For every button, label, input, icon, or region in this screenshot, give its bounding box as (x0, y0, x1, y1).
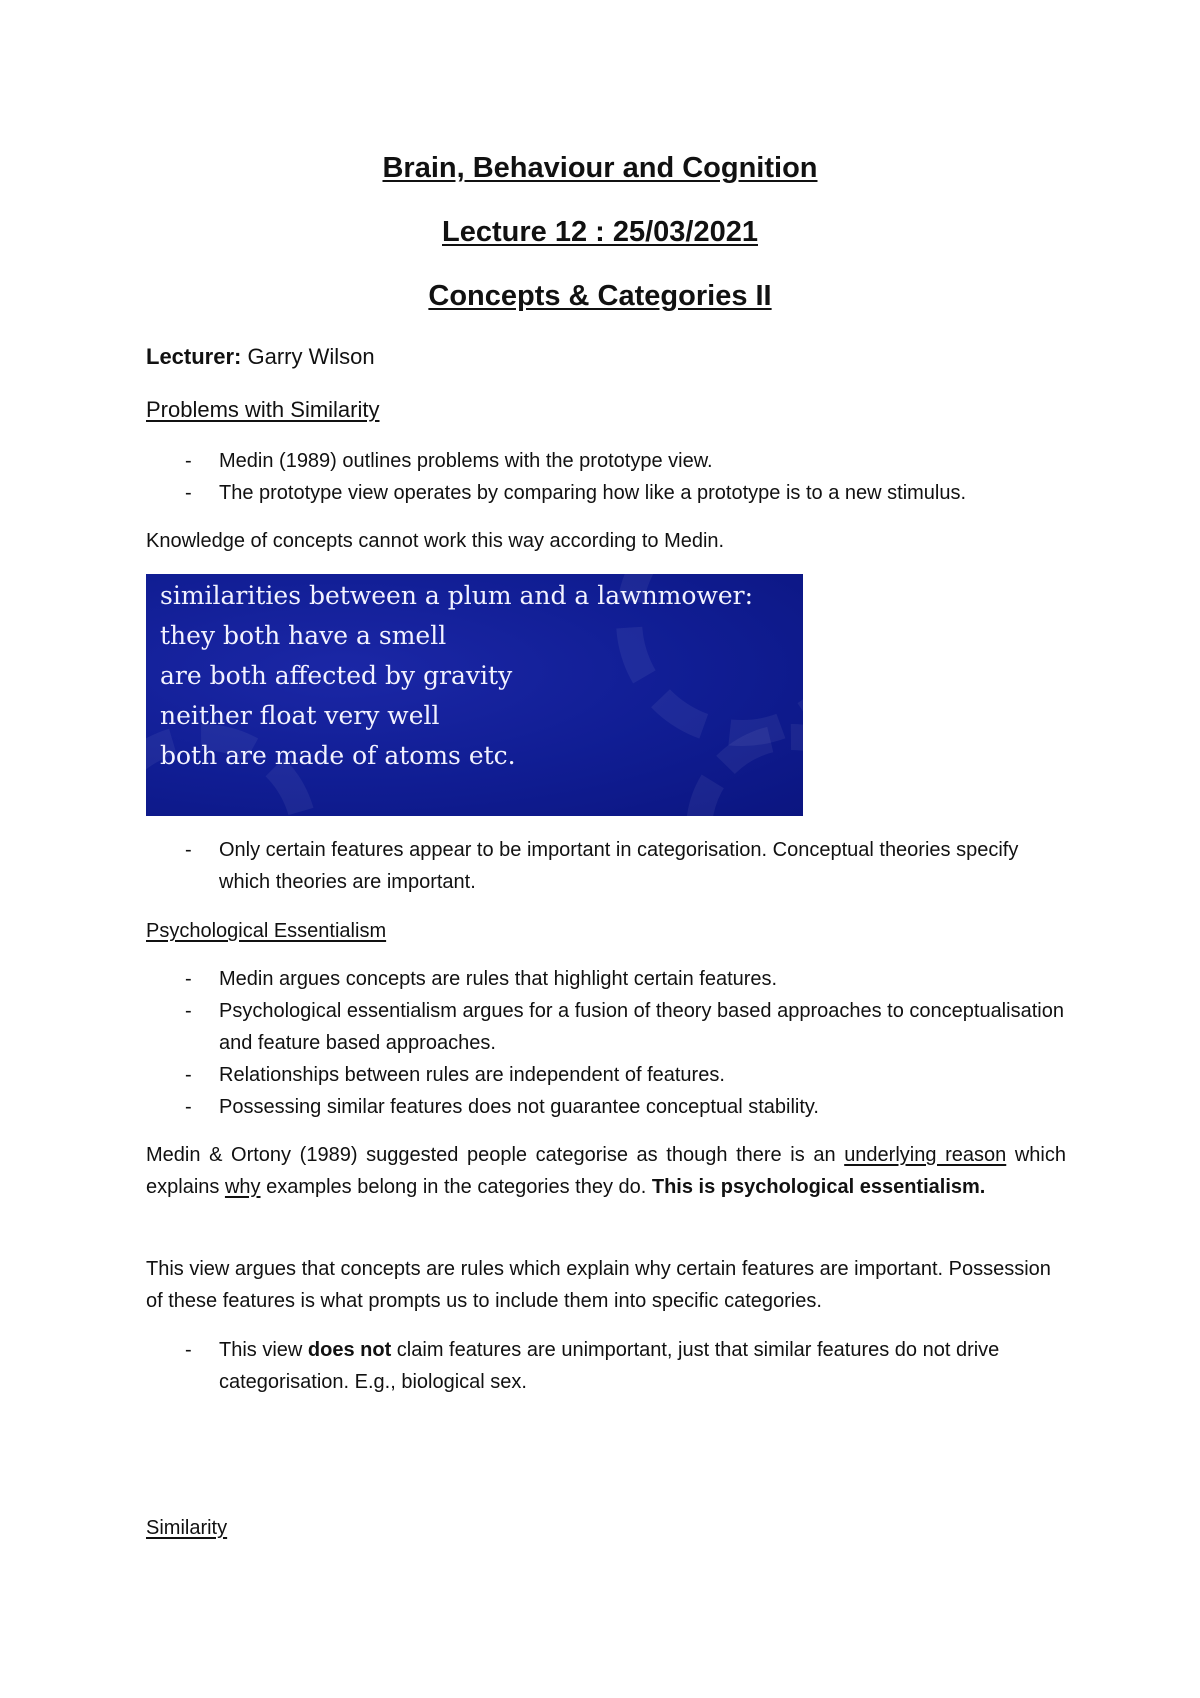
list-item: - Psychological essentialism argues for a fusion of theory based approaches to conceptualisation and feature based approaches. (146, 995, 1066, 1059)
slide-line: both are made of atoms etc. (160, 741, 516, 770)
para-text: This view (219, 1339, 308, 1361)
lecture-title: Lecture 12 : 25/03/2021 (442, 216, 758, 248)
slide-line: neither float very well (160, 701, 440, 730)
list-item: - Possessing similar features does not guarantee conceptual stability. (146, 1091, 1066, 1123)
heading-psychological-essentialism: Psychological Essentialism (146, 920, 387, 942)
slide-image (146, 574, 803, 816)
list-item: - Relationships between rules are independent of features. (146, 1059, 1066, 1091)
slide-line: are both affected by gravity (160, 661, 513, 690)
lecturer-name: Garry Wilson (247, 344, 375, 369)
bold-text: does not (307, 1339, 392, 1361)
lecturer-label: Lecturer: (146, 344, 242, 369)
heading-similarity: Similarity (146, 1517, 228, 1539)
features-bullet-list (146, 834, 1066, 898)
list-item: - The prototype view operates by comparing how like a prototype is to a new stimulus. (146, 477, 1066, 509)
bold-text: This is psychological essentialism. (651, 1176, 986, 1198)
para-text: which explains (146, 1144, 1066, 1198)
problems-bullet-list (146, 445, 1066, 509)
para-text: Medin & Ortony (1989) suggested people categorise as though there is an (146, 1144, 845, 1166)
final-bullet-list (146, 1334, 1066, 1398)
concepts-rules-paragraph: This view argues that concepts are rules which explain why certain features are important. Possession of these features is what prompts us to include them into specific categories. (146, 1258, 1051, 1312)
slide-line: they both have a smell (160, 621, 447, 650)
essentialism-bullet-list (146, 963, 1066, 1123)
para-text: claim features are unimportant, just that similar features do not drive categorisation. E.g., biological sex. (219, 1339, 1000, 1393)
list-item: - Medin (1989) outlines problems with the prototype view. (146, 445, 1066, 477)
topic-title: Concepts & Categories II (428, 280, 772, 312)
list-item: - Medin argues concepts are rules that highlight certain features. (146, 963, 1066, 995)
knowledge-paragraph: Knowledge of concepts cannot work this way according to Medin. (146, 530, 725, 552)
underlined-text: why (224, 1176, 261, 1198)
lecturer-line (146, 342, 375, 372)
course-title: Brain, Behaviour and Cognition (382, 152, 818, 184)
underlined-text: underlying reason (844, 1144, 1007, 1166)
list-item: - Only certain features appear to be important in categorisation. Conceptual theories specify which theories are important. (146, 834, 1066, 898)
slide-line: similarities between a plum and a lawnmower: (160, 581, 754, 610)
list-item (146, 1334, 1066, 1398)
heading-problems-with-similarity: Problems with Similarity (146, 397, 380, 422)
medin-ortony-paragraph (146, 1139, 1066, 1203)
para-text: examples belong in the categories they do. (260, 1176, 652, 1198)
